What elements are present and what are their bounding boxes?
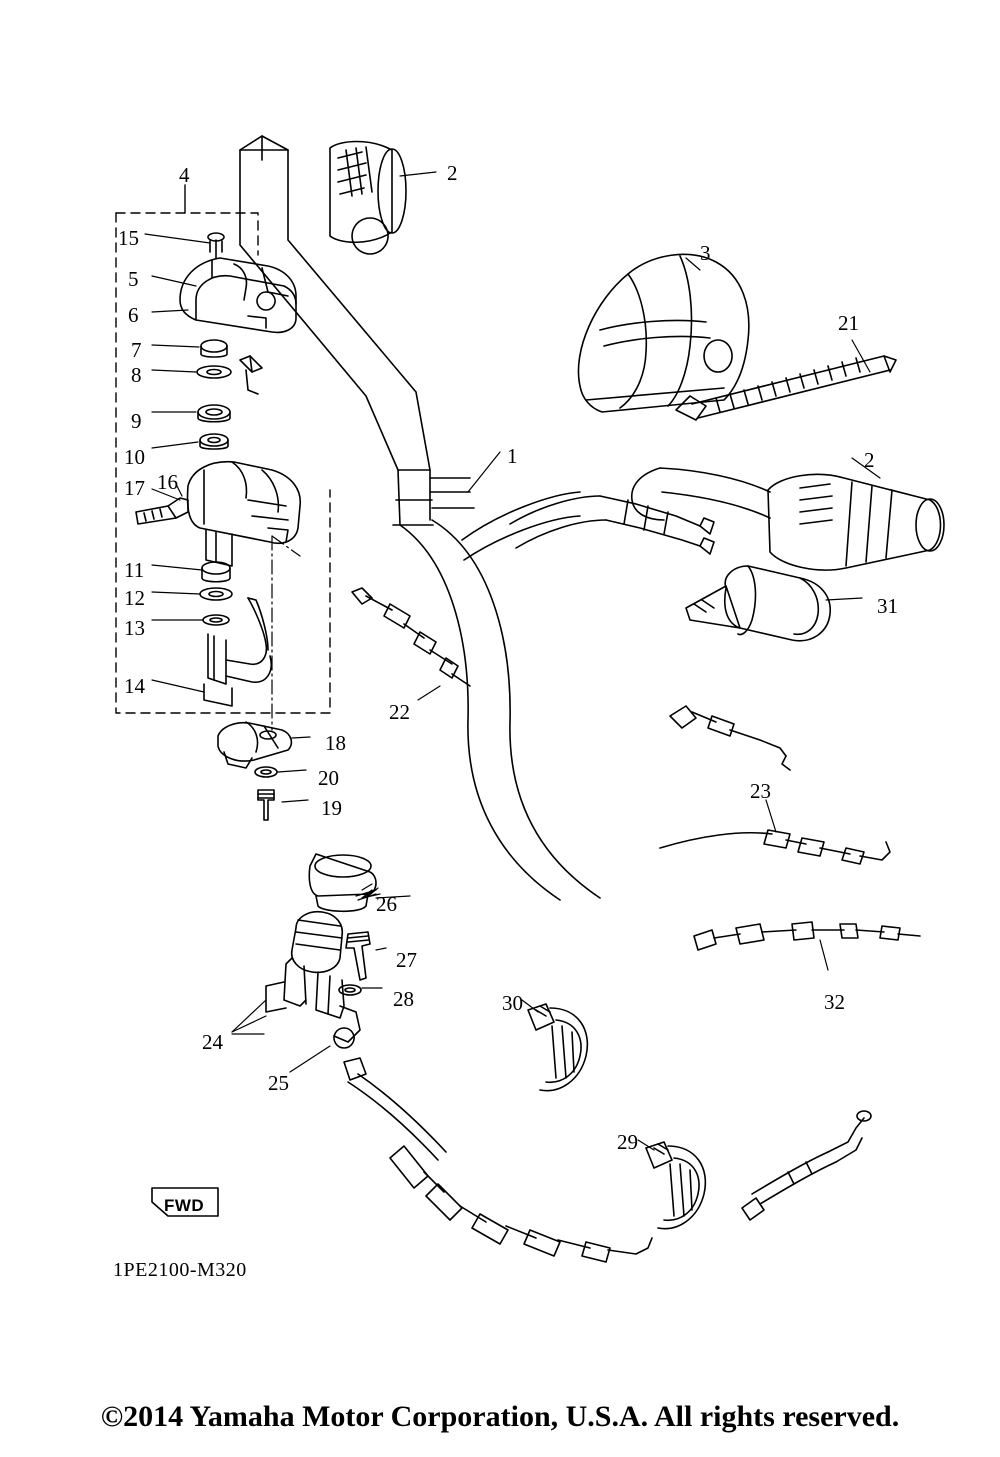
callout-number: 22 — [389, 700, 410, 724]
callout-number: 14 — [124, 674, 145, 698]
callout-number: 21 — [838, 311, 859, 335]
cable-lower-right — [742, 1111, 871, 1220]
clutch-lever — [200, 562, 271, 706]
cable-23 — [660, 706, 890, 864]
boot-31 — [686, 566, 830, 641]
callout-number: 2 — [447, 161, 458, 185]
callout-number: 28 — [393, 987, 414, 1011]
callout-number: 30 — [502, 991, 523, 1015]
callout-number: 7 — [131, 338, 142, 362]
callout-number: 25 — [268, 1071, 289, 1095]
small-parts-stack — [197, 340, 262, 449]
callout-number: 10 — [124, 445, 145, 469]
clamp-18 — [218, 722, 291, 768]
copyright-notice: ©2014 Yamaha Motor Corporation, U.S.A. All rights reserved. — [100, 1400, 900, 1433]
cable-bundle-center — [462, 492, 714, 560]
callout-number: 18 — [325, 731, 346, 755]
tie-strap-21 — [676, 356, 896, 420]
group-box-4 — [116, 213, 330, 713]
callout-number: 16 — [157, 470, 178, 494]
callout-number: 8 — [131, 363, 142, 387]
callout-number: 1 — [507, 444, 518, 468]
grip-left — [330, 142, 406, 254]
fwd-label: FWD — [164, 1196, 205, 1215]
cable-25 — [344, 1058, 652, 1262]
part-code: 1PE2100-M320 — [113, 1259, 247, 1281]
cable-32 — [694, 922, 920, 950]
callout-number: 26 — [376, 892, 397, 916]
callout-number: 5 — [128, 267, 139, 291]
band-30 — [528, 1004, 587, 1091]
callout-number: 4 — [179, 163, 190, 187]
callout-number: 9 — [131, 409, 142, 433]
callout-number: 31 — [877, 594, 898, 618]
grip-right — [632, 468, 944, 570]
callout-number: 2 — [864, 448, 875, 472]
bolt-19 — [258, 790, 274, 820]
callout-number: 6 — [128, 303, 139, 327]
callout-number: 11 — [124, 558, 145, 582]
left-switch-housing — [180, 233, 296, 332]
callout-number: 19 — [321, 796, 342, 820]
band-29 — [646, 1142, 705, 1229]
callout-number: 12 — [124, 586, 145, 610]
master-cylinder-24 — [266, 912, 360, 1048]
callout-number: 32 — [824, 990, 845, 1014]
callout-number: 20 — [318, 766, 339, 790]
callout-number: 3 — [700, 241, 711, 265]
callout-number: 29 — [617, 1130, 638, 1154]
callout-number: 24 — [202, 1030, 223, 1054]
callout-number: 15 — [118, 226, 139, 250]
bolt-27 — [346, 932, 370, 980]
callout-number: 23 — [750, 779, 771, 803]
handlebar-pad — [578, 254, 748, 412]
callout-number: 27 — [396, 948, 417, 972]
reservoir-26 — [309, 854, 376, 911]
handlebar — [240, 136, 600, 900]
callout-number: 17 — [124, 476, 145, 500]
washer-20 — [255, 767, 277, 777]
callout-number: 13 — [124, 616, 145, 640]
